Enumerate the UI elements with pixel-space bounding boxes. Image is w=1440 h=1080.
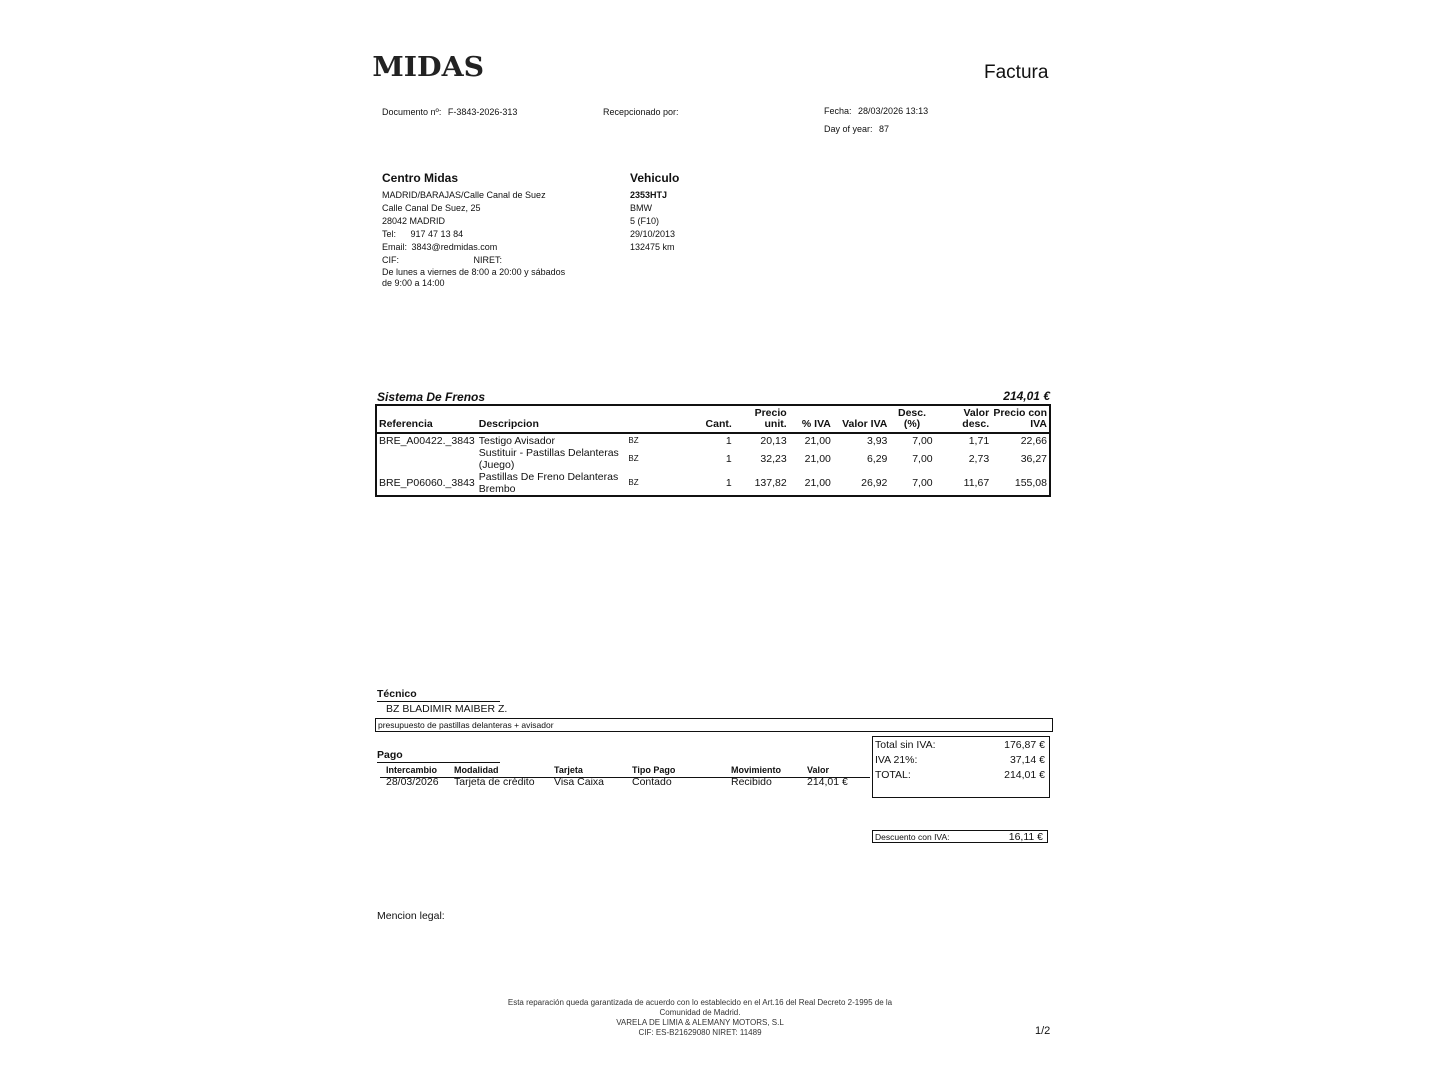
row-valor-desc: 11,67 [963,477,990,489]
pago-modalidad: Tarjeta de crédito [454,776,535,788]
col-precio-con-iva-2: IVA [1030,418,1047,430]
vehiculo-model: 5 (F10) [630,216,660,226]
row-valor-iva: 3,93 [866,434,888,447]
vehiculo-date: 29/10/2013 [630,229,676,239]
row-code: BZ [628,435,639,445]
centro-email [382,241,565,254]
centro-block [382,171,565,289]
total-final-label: TOTAL: [875,769,911,781]
row-iva: 21,00 [804,453,831,465]
pago-tipo-pago: Contado [632,776,672,788]
documento-number [382,107,517,117]
vehiculo-plate: 2353HTJ [630,190,668,200]
col-iva: % IVA [789,405,833,433]
col-desc-pct [889,405,934,433]
centro-tel [382,228,565,241]
total-final [873,768,1049,783]
row-desc [477,447,627,471]
totals-box [872,736,1050,798]
items-table [375,404,1051,497]
row-precio: 137,82 [754,477,787,489]
section-title: Sistema De Frenos [377,390,486,404]
table-row [376,433,1050,447]
email-value: 3843@redmidas.com [411,242,498,252]
col-referencia: Referencia [376,405,477,433]
items-header-row [376,405,1050,433]
total-iva [873,753,1049,768]
row-desc-pct: 7,00 [912,477,933,489]
total-sin-iva-value: 176,87 € [1004,739,1045,751]
row-ref: BRE_A00422._3843 [379,434,475,447]
table-row [376,447,1050,471]
pago-title: Pago [377,749,500,763]
col-precio-con-iva-1: Precio con [993,407,1047,419]
row-valor-iva: 26,92 [861,477,888,489]
pago-divider [380,777,870,778]
recepcionado-label: Recepcionado por: [603,107,679,117]
total-final-value: 214,01 € [1004,769,1045,781]
pago-col-intercambio: Intercambio [386,765,438,775]
row-valor-iva: 6,29 [866,453,888,465]
row-total: 22,66 [1020,434,1047,447]
row-desc-line2: Brembo [478,483,516,495]
descuento-label: Descuento con IVA: [875,831,950,842]
row-precio: 20,13 [760,434,787,447]
row-code: BZ [628,478,639,487]
centro-cif [382,254,565,267]
col-precio-unit-2: unit. [764,418,787,430]
pago-col-tarjeta: Tarjeta [554,765,583,775]
row-desc-pct: 7,00 [912,434,933,447]
vehiculo-block [630,171,679,254]
row-precio: 32,23 [760,453,787,465]
centro-line3: 28042 MADRID [382,216,446,226]
fecha-label: Fecha: [824,106,852,116]
day-of-year [824,124,889,134]
descuento-box [872,830,1048,843]
email-label: Email: [382,242,408,252]
pago-col-valor: Valor [807,765,830,775]
footer-line3: VARELA DE LIMIA & ALEMANY MOTORS, S.L [616,1018,784,1027]
tel-value: 917 47 13 84 [410,229,464,239]
pago-col-tipo-pago: Tipo Pago [632,765,676,775]
pago-movimiento: Recibido [731,776,772,788]
mencion-legal: Mencion legal: [377,910,445,922]
fecha-value: 28/03/2026 13:13 [858,106,929,116]
col-cant: Cant. [679,405,734,433]
tel-label: Tel: [382,229,397,239]
documento-value: F-3843-2026-313 [447,107,518,117]
centro-line1: MADRID/BARAJAS/Calle Canal de Suez [382,190,546,200]
pago-header-row [380,765,871,775]
row-total: 36,27 [1020,453,1047,465]
row-valor-desc: 1,71 [968,434,990,447]
row-valor-desc: 2,73 [968,453,990,465]
day-of-year-label: Day of year: [824,124,873,134]
cif-label: CIF: [382,255,399,265]
col-precio-unit-1: Precio [754,407,787,419]
row-iva: 21,00 [804,477,831,489]
section-total: 214,01 € [1003,389,1050,403]
row-desc-line1: Sustituir - Pastillas Delanteras [478,447,619,459]
total-sin-iva [873,738,1049,753]
tecnico-note: presupuesto de pastillas delanteras + avisador [375,718,1053,732]
row-desc-pct: 7,00 [912,453,933,465]
pago-intercambio: 28/03/2026 [386,776,439,788]
pago-valor: 214,01 € [807,776,848,788]
col-precio-unit [734,405,789,433]
descuento-value: 16,11 € [1008,830,1043,843]
col-desc-pct-1: Desc. [897,407,927,419]
vehiculo-km: 132475 km [630,242,675,252]
row-iva: 21,00 [804,434,831,447]
footer-line1: Esta reparación queda garantizada de acuerdo con lo establecido en el Art.16 del Real Decreto 2-1995 de la [507,998,893,1007]
pago-tarjeta: Visa Caixa [554,776,604,788]
row-desc [477,433,627,447]
row-desc [477,471,627,496]
footer-line2: Comunidad de Madrid. [659,1008,741,1017]
row-desc-line1: Pastillas De Freno Delanteras [478,471,619,483]
fecha [824,106,928,116]
page-number: 1/2 [1035,1025,1051,1037]
col-valor-iva: Valor IVA [833,405,890,433]
row-code: BZ [628,454,639,463]
col-desc-pct-2: (%) [903,418,921,430]
tecnico-title: Técnico [377,688,500,702]
row-cant: 1 [725,453,732,465]
col-precio-con-iva [991,405,1050,433]
pago-col-movimiento: Movimiento [731,765,782,775]
col-descripcion: Descripcion [477,405,679,433]
centro-hours2: de 9:00 a 14:00 [382,278,445,288]
total-iva-label: IVA 21%: [875,754,918,766]
row-cant: 1 [725,434,732,447]
row-cant: 1 [725,477,732,489]
niret-label: NIRET: [473,255,503,265]
day-of-year-value: 87 [879,124,890,134]
row-ref [376,447,477,471]
col-valor-desc-2: desc. [962,418,990,430]
documento-label: Documento nº: [382,107,442,117]
document-title: Factura [984,62,1049,83]
row-ref: BRE_P06060._3843 [379,477,475,489]
centro-title: Centro Midas [382,171,459,185]
col-valor-desc [935,405,992,433]
tecnico-name: BZ BLADIMIR MAIBER Z. [386,703,508,715]
row-desc-line1: Testigo Avisador [478,434,556,447]
col-valor-desc-1: Valor [963,407,990,419]
footer [440,998,960,1038]
total-iva-value: 37,14 € [1009,754,1045,766]
total-sin-iva-label: Total sin IVA: [875,739,936,751]
centro-hours1: De lunes a viernes de 8:00 a 20:00 y sábados [382,267,566,277]
pago-col-modalidad: Modalidad [454,765,499,775]
vehiculo-title: Vehiculo [630,171,680,185]
midas-logo: MIDAS [372,52,485,83]
vehiculo-brand: BMW [630,203,652,213]
table-row [376,471,1050,496]
row-total: 155,08 [1014,477,1047,489]
centro-line2: Calle Canal De Suez, 25 [382,203,481,213]
footer-line4: CIF: ES-B21629080 NIRET: 11489 [638,1028,762,1037]
row-desc-line2: (Juego) [478,459,515,471]
